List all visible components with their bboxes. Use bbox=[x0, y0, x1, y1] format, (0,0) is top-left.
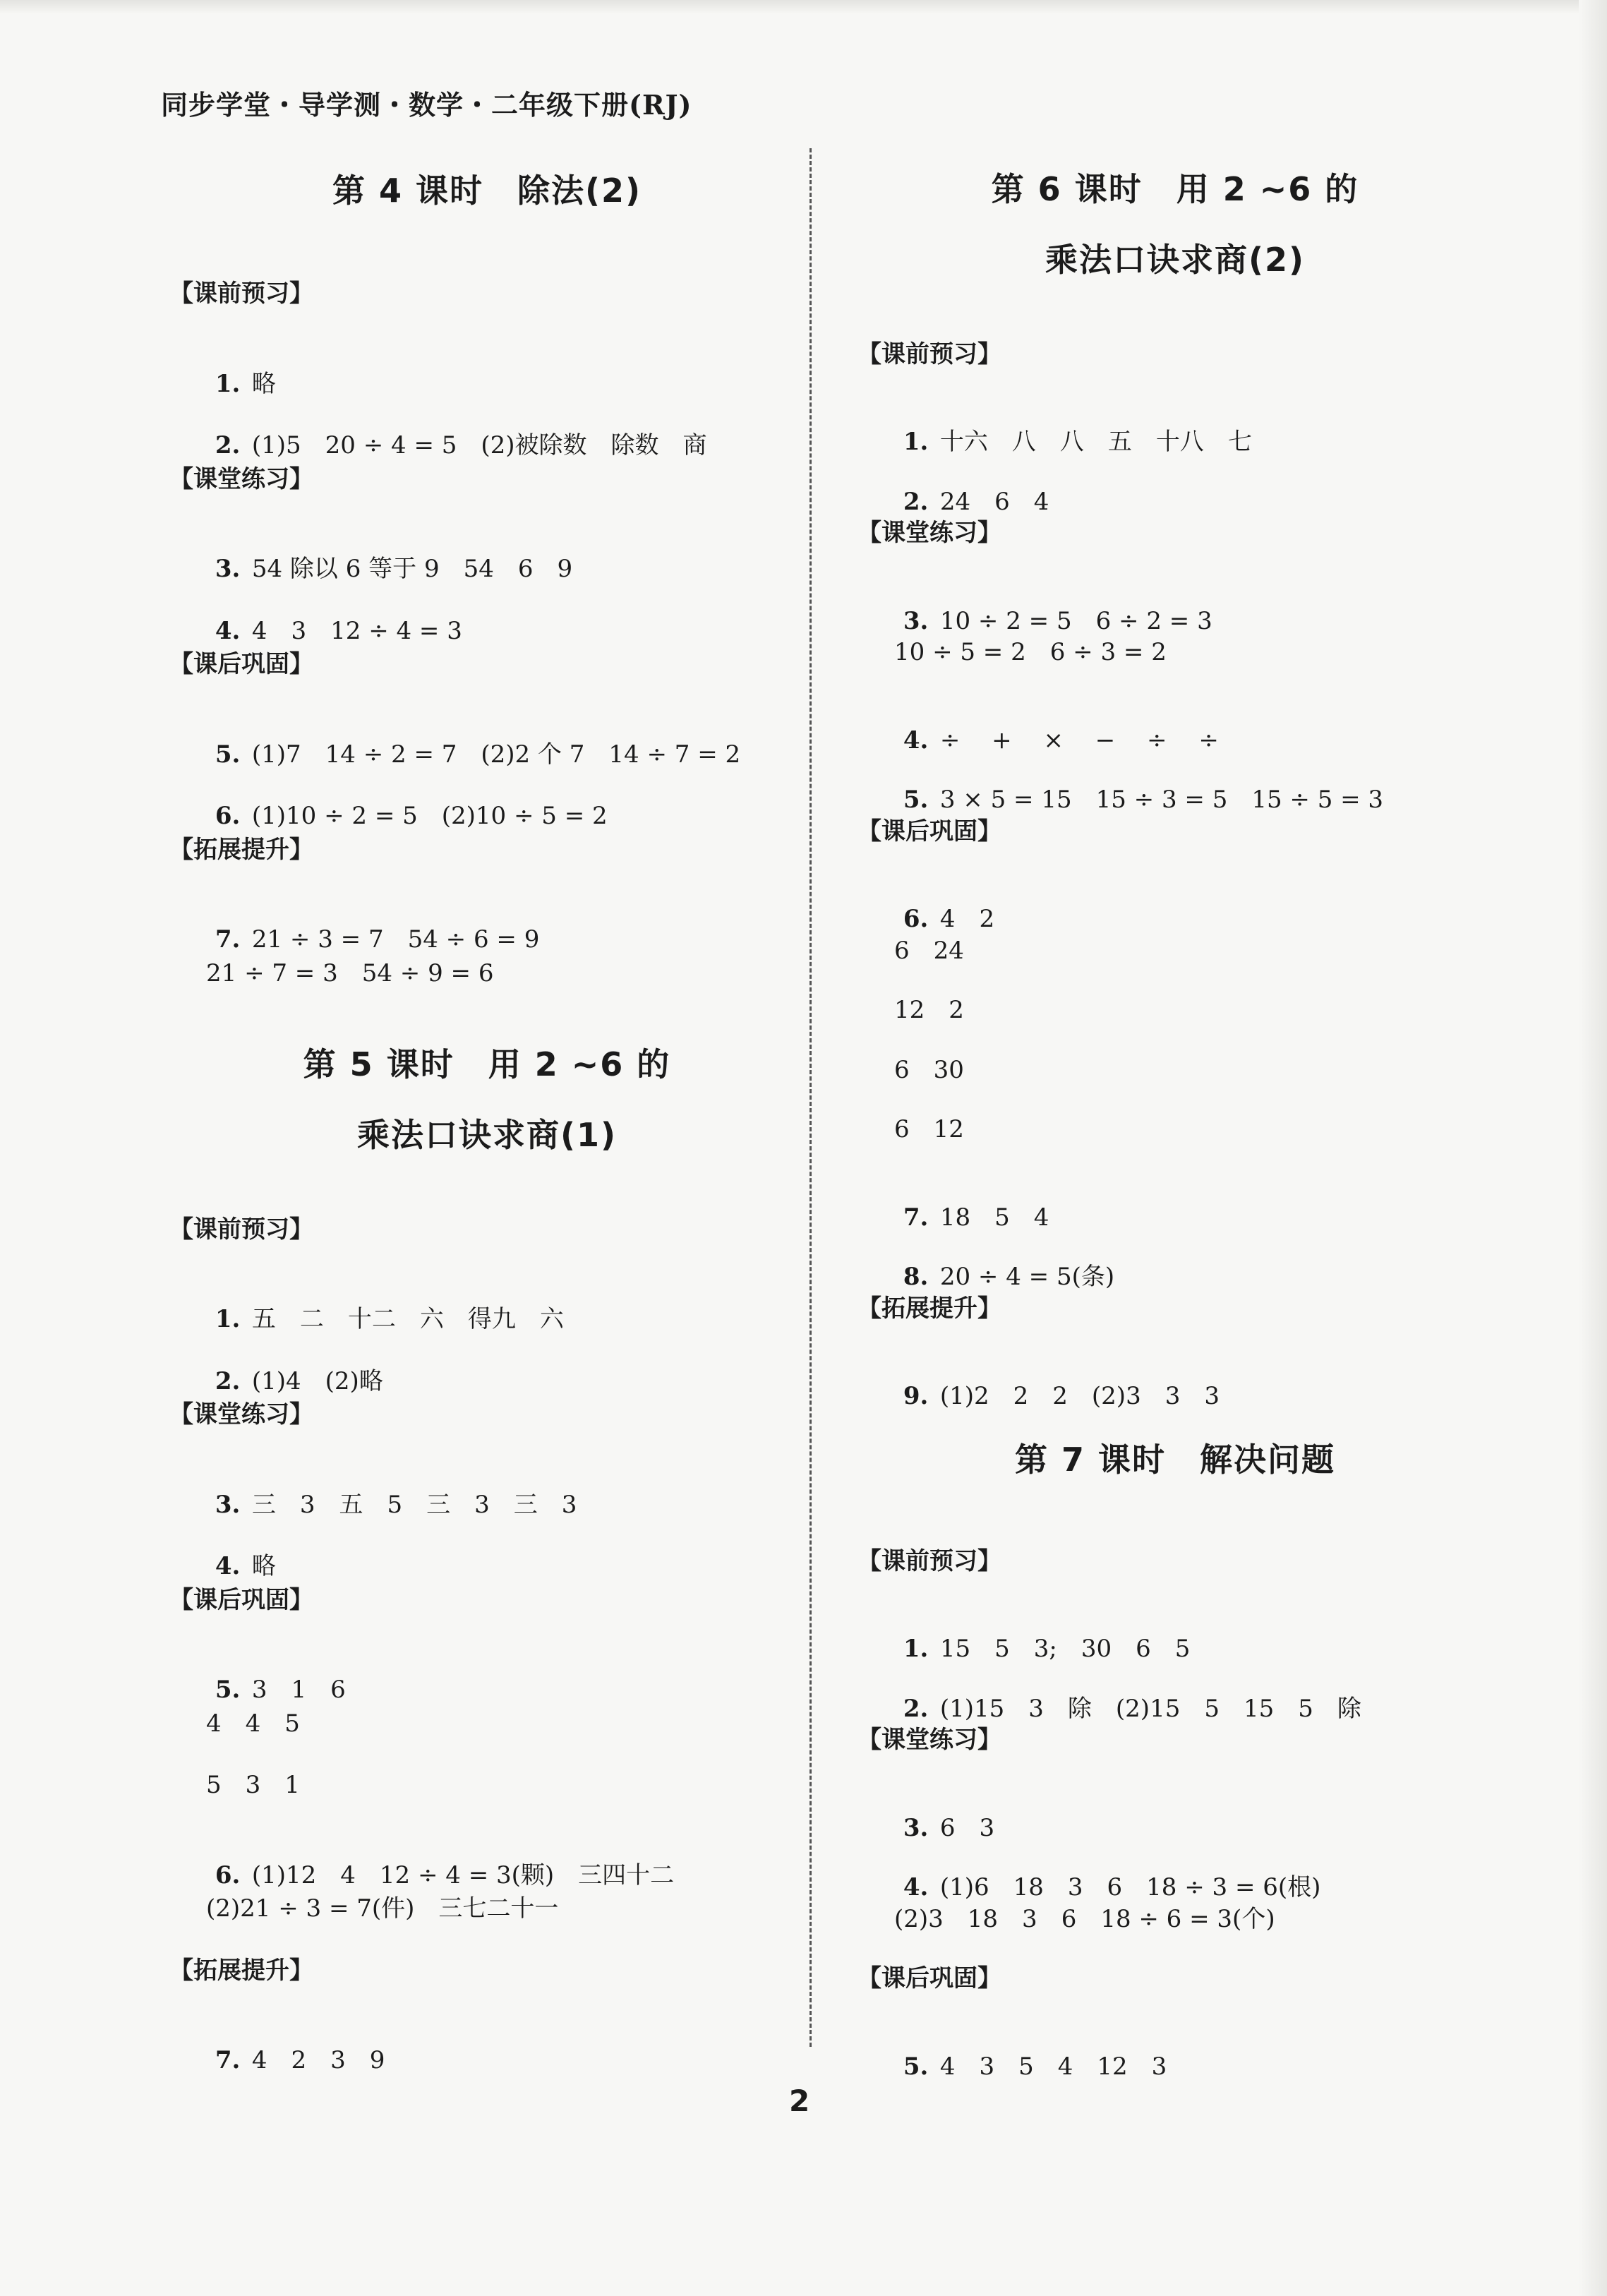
running-header: 同步学堂・导学测・数学・二年级下册(RJ) bbox=[161, 89, 692, 121]
section-review: 【课后巩固】 bbox=[169, 650, 313, 678]
answer-continuation: (2)3 18 3 6 18 ÷ 6 = 3(个) bbox=[894, 1905, 1275, 1933]
answer-item: 3. 三 3 五 5 三 3 三 3 bbox=[215, 1491, 577, 1519]
answer-item: 5. 3 × 5 = 15 15 ÷ 3 = 5 15 ÷ 5 = 3 bbox=[903, 786, 1384, 814]
answer-continuation: 12 2 bbox=[894, 996, 964, 1024]
answer-continuation: (2)21 ÷ 3 = 7(件) 三七二十一 bbox=[206, 1894, 559, 1923]
answer-item: 7. 18 5 4 bbox=[903, 1203, 1049, 1232]
section-preview: 【课前预习】 bbox=[857, 340, 1001, 368]
lesson-5-title: 第 5 课时 用 2 ~6 的 乘法口诀求商(1) bbox=[303, 1045, 671, 1154]
answer-item: 6. (1)10 ÷ 2 = 5 (2)10 ÷ 5 = 2 bbox=[215, 802, 608, 830]
section-classwork: 【课堂练习】 bbox=[857, 519, 1001, 547]
answer-item: 5. 3 1 6 bbox=[215, 1676, 346, 1704]
answer-item: 3. 54 除以 6 等于 9 54 6 9 bbox=[215, 555, 573, 583]
section-preview: 【课前预习】 bbox=[169, 1215, 313, 1244]
answer-item: 4. 4 3 12 ÷ 4 = 3 bbox=[215, 617, 462, 645]
answer-item: 1. 15 5 3; 30 6 5 bbox=[903, 1635, 1191, 1663]
answer-item: 7. 4 2 3 9 bbox=[215, 2046, 385, 2074]
section-extension: 【拓展提升】 bbox=[857, 1294, 1001, 1323]
lesson-7-title: 第 7 课时 解决问题 bbox=[1014, 1441, 1336, 1479]
lesson-4-title: 第 4 课时 除法(2) bbox=[332, 172, 642, 210]
answer-item: 2. (1)4 (2)略 bbox=[215, 1367, 383, 1395]
answer-item: 9. (1)2 2 2 (2)3 3 3 bbox=[903, 1382, 1220, 1410]
section-preview: 【课前预习】 bbox=[169, 280, 313, 308]
answer-item: 4. (1)6 18 3 6 18 ÷ 3 = 6(根) bbox=[903, 1873, 1321, 1901]
answer-item: 7. 21 ÷ 3 = 7 54 ÷ 6 = 9 bbox=[215, 925, 540, 954]
answer-item: 2. (1)15 3 除 (2)15 5 15 5 除 bbox=[903, 1695, 1361, 1723]
answer-item: 4. ÷ + × − ÷ ÷ bbox=[903, 726, 1219, 755]
answer-item: 5. 4 3 5 4 12 3 bbox=[903, 2052, 1167, 2081]
answer-item: 6. 4 2 bbox=[903, 905, 995, 933]
answer-item: 3. 10 ÷ 2 = 5 6 ÷ 2 = 3 bbox=[903, 607, 1212, 635]
answer-continuation: 6 12 bbox=[894, 1115, 964, 1143]
section-preview: 【课前预习】 bbox=[857, 1547, 1001, 1575]
section-classwork: 【课堂练习】 bbox=[169, 1400, 313, 1429]
column-divider bbox=[809, 148, 812, 2047]
answer-item: 1. 五 二 十二 六 得九 六 bbox=[215, 1305, 564, 1333]
page-number: 2 bbox=[789, 2084, 810, 2118]
answer-continuation: 4 4 5 bbox=[206, 1709, 300, 1738]
section-review: 【课后巩固】 bbox=[169, 1586, 313, 1614]
answer-item: 2. 24 6 4 bbox=[903, 488, 1049, 516]
section-extension: 【拓展提升】 bbox=[169, 836, 313, 864]
answer-continuation: 6 30 bbox=[894, 1056, 964, 1084]
lesson-6-title: 第 6 课时 用 2 ~6 的 乘法口诀求商(2) bbox=[991, 170, 1359, 279]
answer-item: 6. (1)12 4 12 ÷ 4 = 3(颗) 三四十二 bbox=[215, 1861, 675, 1889]
answer-continuation: 10 ÷ 5 = 2 6 ÷ 3 = 2 bbox=[894, 638, 1167, 666]
answer-item: 1. 略 bbox=[215, 370, 276, 398]
answer-item: 4. 略 bbox=[215, 1552, 276, 1580]
answer-item: 3. 6 3 bbox=[903, 1814, 995, 1842]
scan-edge-right bbox=[1579, 0, 1607, 2296]
answer-item: 5. (1)7 14 ÷ 2 = 7 (2)2 个 7 14 ÷ 7 = 2 bbox=[215, 740, 741, 769]
scan-edge-top bbox=[0, 0, 1607, 14]
answer-item: 1. 十六 八 八 五 十八 七 bbox=[903, 428, 1252, 456]
section-classwork: 【课堂练习】 bbox=[857, 1726, 1001, 1754]
section-review: 【课后巩固】 bbox=[857, 817, 1001, 846]
section-extension: 【拓展提升】 bbox=[169, 1957, 313, 1985]
answer-continuation: 21 ÷ 7 = 3 54 ÷ 9 = 6 bbox=[206, 959, 494, 987]
section-review: 【课后巩固】 bbox=[857, 1964, 1001, 1993]
answer-item: 2. (1)5 20 ÷ 4 = 5 (2)被除数 除数 商 bbox=[215, 431, 707, 459]
answer-item: 8. 20 ÷ 4 = 5(条) bbox=[903, 1263, 1115, 1291]
answer-continuation: 6 24 bbox=[894, 937, 964, 965]
section-classwork: 【课堂练习】 bbox=[169, 465, 313, 493]
answer-continuation: 5 3 1 bbox=[206, 1771, 300, 1799]
